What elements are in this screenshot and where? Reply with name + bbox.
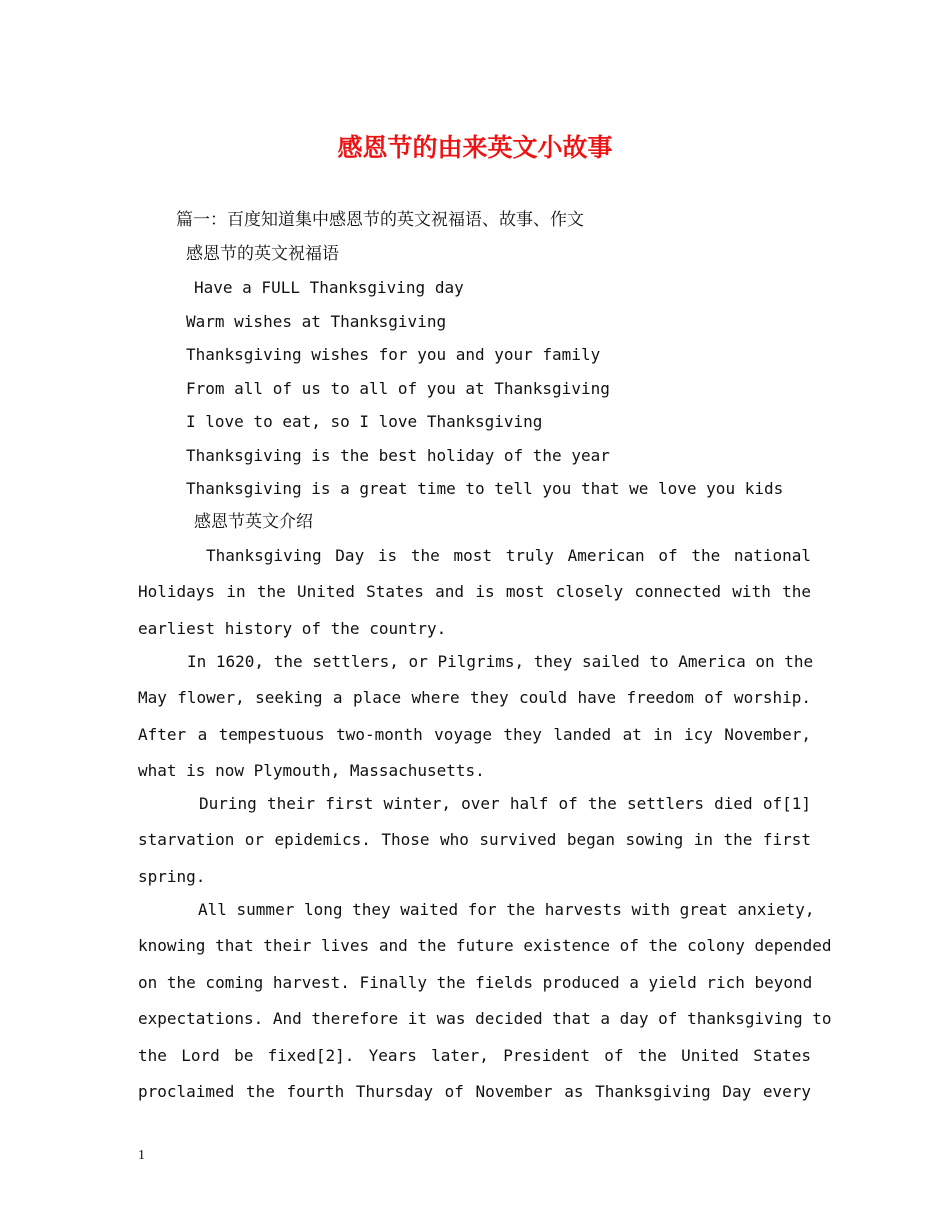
paragraph-line: May flower, seeking a place where they could have freedom of worship.: [138, 688, 811, 708]
paragraph-line: starvation or epidemics. Those who survived began sowing in the first: [138, 830, 811, 850]
wish-line: Have a FULL Thanksgiving day: [194, 278, 464, 297]
paragraph-line: Thanksgiving Day is the most truly American of the national: [206, 546, 811, 565]
paragraph-line: After a tempestuous two-month voyage they landed at in icy November,: [138, 724, 811, 744]
paragraph-line: During their first winter, over half of the settlers died of[1]: [199, 794, 811, 813]
document-title: 感恩节的由来英文小故事: [337, 133, 613, 162]
wishes-heading: 感恩节的英文祝福语: [186, 244, 339, 264]
paragraph-line: what is now Plymouth, Massachusetts.: [138, 761, 485, 781]
paragraph: [138, 644, 814, 790]
paragraph: [138, 892, 832, 1110]
wish-line: I love to eat, so I love Thanksgiving: [186, 412, 543, 431]
intro-heading: 感恩节英文介绍: [194, 512, 313, 532]
paragraph-line: on the coming harvest. Finally the fields produced a yield rich beyond: [138, 972, 813, 992]
section-heading: 篇一：百度知道集中感恩节的英文祝福语、故事、作文: [176, 210, 584, 230]
paragraph: [138, 538, 811, 647]
paragraph-line: All summer long they waited for the harvests with great anxiety,: [198, 900, 815, 919]
wish-line: Thanksgiving wishes for you and your family: [186, 345, 601, 364]
page-number: 1: [138, 1148, 145, 1163]
paragraph: [138, 786, 811, 895]
paragraph-line: In 1620, the settlers, or Pilgrims, they sailed to America on the: [187, 652, 814, 671]
paragraph-line: earliest history of the country.: [138, 618, 447, 638]
paragraph-line: proclaimed the fourth Thursday of November as Thanksgiving Day every: [138, 1081, 811, 1101]
wish-line: Thanksgiving is a great time to tell you that we love you kids: [186, 479, 784, 498]
paragraph-line: knowing that their lives and the future existence of the colony depended: [138, 936, 832, 956]
wish-line: From all of us to all of you at Thanksgiving: [186, 379, 610, 398]
paragraph-line: Holidays in the United States and is most closely connected with the: [138, 582, 811, 602]
wish-line: Thanksgiving is the best holiday of the year: [186, 446, 610, 465]
paragraph-line: expectations. And therefore it was decided that a day of thanksgiving to: [138, 1009, 832, 1029]
paragraph-line: the Lord be fixed[2]. Years later, President of the United States: [138, 1045, 811, 1065]
paragraph-line: spring.: [138, 866, 206, 886]
wish-line: Warm wishes at Thanksgiving: [186, 312, 447, 331]
